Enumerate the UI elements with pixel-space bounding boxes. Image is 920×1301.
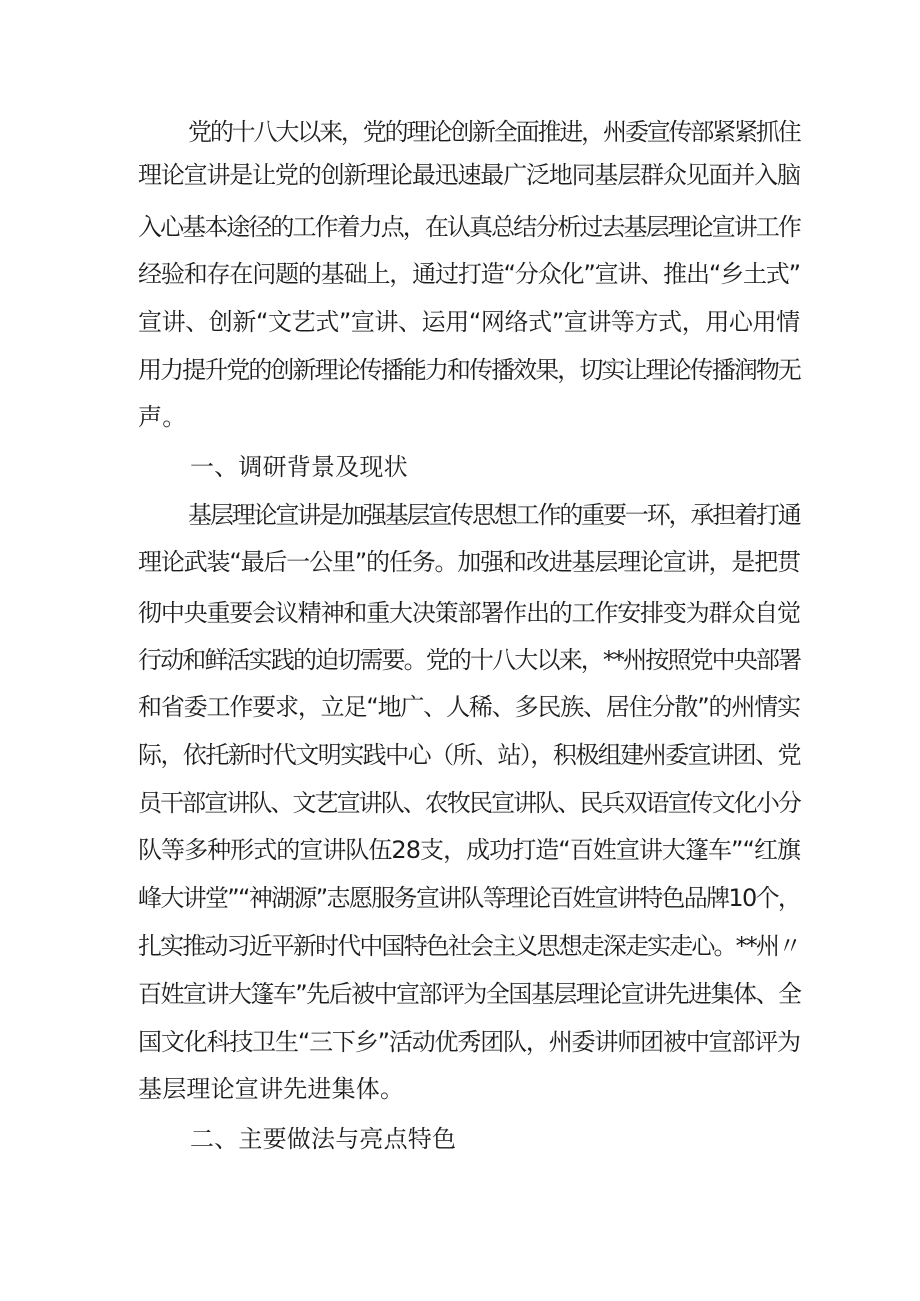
paragraph-line: 员干部宣讲队、文艺宣讲队、农牧民宣讲队、民兵双语宣传文化小分	[138, 789, 800, 817]
paragraph-line: 扎实推动习近平新时代中国特色社会主义思想走深走实走心。**州〃	[138, 932, 801, 960]
paragraph-line: 宣讲、创新“文艺式”宣讲、运用“网络式”宣讲等方式，用心用情	[138, 308, 800, 336]
paragraph-line: 和省委工作要求，立足“地广、人稀、多民族、居住分散”的州情实	[138, 693, 800, 721]
paragraph-line: 彻中央重要会议精神和重大决策部署作出的工作安排变为群众自觉	[138, 599, 800, 627]
paragraph-line: 基层理论宣讲先进集体。	[138, 1075, 405, 1103]
paragraph-line: 经验和存在问题的基础上，通过打造“分众化”宣讲、推出“乡土式”	[138, 260, 800, 288]
paragraph-line: 基层理论宣讲是加强基层宣传思想工作的重要一环，承担着打通	[188, 501, 800, 529]
paragraph-line: 用力提升党的创新理论传播能力和传播效果，切实让理论传播润物无	[138, 356, 800, 384]
paragraph-line: 理论宣讲是让党的创新理论最迅速最广泛地同基层群众见面并入脑	[138, 161, 800, 189]
paragraph-line: 国文化科技卫生“三下乡”活动优秀团队，州委讲师团被中宣部评为	[138, 1028, 800, 1056]
paragraph-line: 党的十八大以来，党的理论创新全面推进，州委宣传部紧紧抓住	[188, 118, 800, 146]
paragraph-line: 入心基本途径的工作着力点，在认真总结分析过去基层理论宣讲工作	[138, 213, 800, 241]
paragraph-line: 百姓宣讲大篷车”先后被中宣部评为全国基层理论宣讲先进集体、全	[138, 980, 801, 1008]
section-heading: 二、主要做法与亮点特色	[190, 1125, 457, 1153]
paragraph-line: 峰大讲堂”“神湖源”志愿服务宣讲队等理论百姓宣讲特色品牌10个，	[138, 884, 801, 912]
paragraph-line: 理论武装“最后一公里”的任务。加强和改进基层理论宣讲，是把贯	[138, 548, 800, 576]
paragraph-line: 队等多种形式的宣讲队伍28支，成功打造“百姓宣讲大篷车”“红旗	[138, 836, 801, 864]
paragraph-line: 行动和鲜活实践的迫切需要。党的十八大以来，**州按照党中央部署	[138, 646, 801, 674]
paragraph-line: 声。	[138, 403, 187, 431]
section-heading: 一、调研背景及现状	[190, 453, 408, 481]
paragraph-line: 际，依托新时代文明实践中心（所、站），积极组建州委宣讲团、党	[138, 741, 800, 769]
